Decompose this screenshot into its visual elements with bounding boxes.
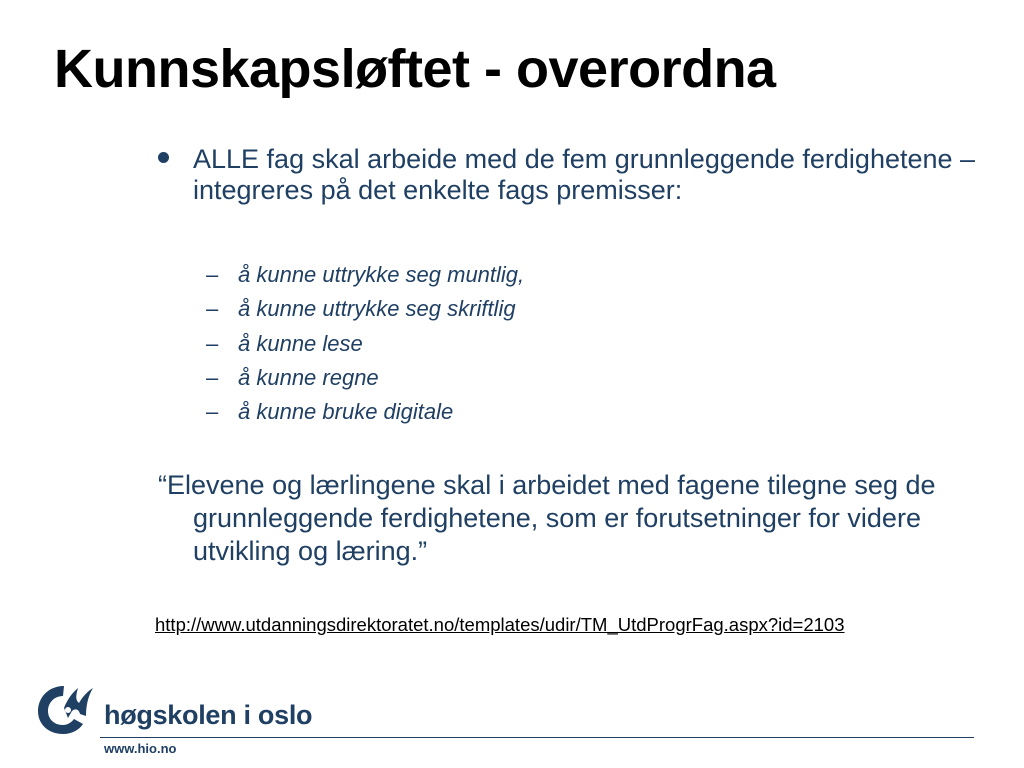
sub-bullet-item [206, 292, 524, 326]
sub-bullet-item [206, 395, 524, 429]
sub-bullet-text: å kunne bruke digitale [238, 399, 454, 425]
main-bullet [158, 144, 988, 206]
sub-bullet-text: å kunne uttrykke seg skriftlig [238, 296, 516, 322]
main-bullet-text: ALLE fag skal arbeide med de fem grunnleggende ferdighetene – integreres på det enkelte fags premisser: [193, 144, 976, 205]
sub-bullet-item [206, 258, 524, 292]
slide-title: Kunnskapsløftet - overordna [54, 39, 776, 99]
dash-marker: – [206, 330, 219, 356]
quote-paragraph: “Elevene og lærlingene skal i arbeidet med fagene tilegne seg de grunnleggende ferdighetene, som er forutsetninger for videre utvikling og læring.” [158, 470, 936, 566]
sub-bullet-text: å kunne uttrykke seg muntlig, [238, 262, 525, 287]
footer-divider [100, 737, 974, 738]
source-link[interactable]: http://www.utdanningsdirektoratet.no/templates/udir/TM_UtdProgrFag.aspx?id=2103 [155, 614, 845, 635]
sub-bullet-text: å kunne lese [238, 330, 363, 356]
logo-wordmark: høgskolen i oslo [104, 700, 313, 730]
sub-bullet-item [206, 361, 524, 395]
sub-bullet-item [206, 327, 524, 361]
bullet-dot-icon [158, 152, 169, 163]
dash-marker: – [206, 262, 219, 287]
sub-bullet-list [206, 258, 524, 429]
dash-marker: – [206, 364, 219, 390]
logo-url: www.hio.no [104, 741, 177, 756]
hio-logo-icon [34, 678, 96, 743]
sub-bullet-text: å kunne regne [238, 364, 379, 390]
dash-marker: – [206, 296, 219, 322]
dash-marker: – [206, 399, 219, 425]
